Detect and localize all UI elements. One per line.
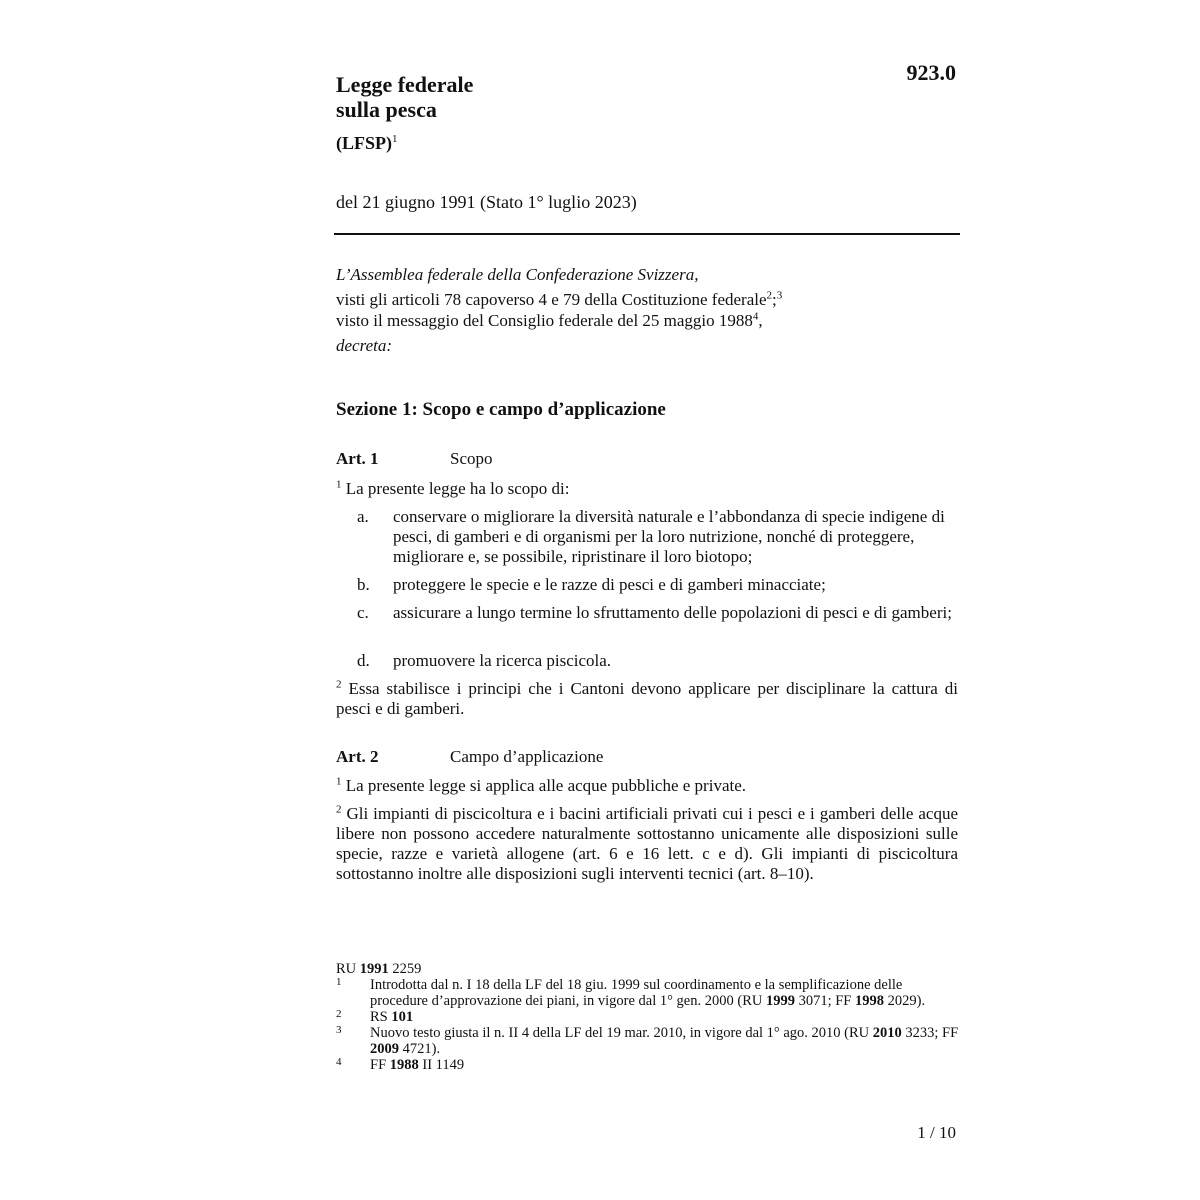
- footnote-ref-1[interactable]: 1: [392, 133, 398, 145]
- header-divider: [334, 233, 960, 235]
- footnote-2: 2 RS 101: [336, 1008, 414, 1025]
- section-1-title: Sezione 1: Scopo e campo d’applicazione: [336, 399, 666, 420]
- page-number: 1 / 10: [917, 1123, 956, 1142]
- title-line-1: Legge federale: [336, 72, 474, 97]
- ru-reference: RU 1991 2259: [336, 961, 422, 977]
- art-1-title: Scopo: [450, 449, 493, 468]
- art-2-title: Campo d’applicazione: [450, 747, 604, 766]
- preamble-decreta: decreta:: [336, 336, 393, 355]
- footnotes: [336, 961, 960, 1073]
- sr-number: 923.0: [906, 60, 956, 85]
- preamble: [336, 264, 782, 356]
- art-1-para-1: $^1$ La presente legge ha lo scopo di:: [336, 478, 570, 498]
- art-2-number: Art. 2: [336, 747, 379, 766]
- preamble-line-3: visto il messaggio del Consiglio federale del 25 maggio 1988$^4$,: [336, 310, 763, 330]
- footnote-ref-2[interactable]: 2: [766, 289, 773, 302]
- art-1-para-2: $^2$ Essa stabilisce i principi che i Cantoni devono applicare per disciplinare la cattura di pesci e di gamberi.: [336, 678, 958, 718]
- art-1-heading: [336, 449, 493, 469]
- date-status: del 21 giugno 1991 (Stato 1° luglio 2023): [336, 192, 637, 212]
- law-abbreviation: (LFSP)$^1$: [336, 133, 398, 153]
- document-page: 923.0 Legge federale sulla pesca (LFSP)$^1$ del 21 giugno 1991 (Stato 1° luglio 2023) L’Assemblea federale della Confederazione Svizzera, visti gli articoli 78 capoverso 4 e 79 della Costituzione federale$^2$;$^3$ visto il messaggio del Consiglio federale del 25 maggio 1988$^4$, decreta: Sezione 1: Scopo e campo d’applicazione Art. 1 Scopo $^1$ La presente legge ha lo scopo di: a. conservare o migliorare la diversità naturale e l’abbondanza di specie indigene di pesci, di gamberi e di organismi per la loro nutrizione, nonché di proteggere, migliorare e, se possibile, ripristinare il loro biotopo; b. proteggere le specie e le razze di pesci e di gamberi minacciate; c. assicurare a lungo termine lo sfruttamento delle popolazioni di pesci e di gamberi; d. promuovere la ricerca piscicola. $^2$ Essa stabilisce i principi che i Cantoni devono applicare per disciplinare la cattura di pesci e di gamberi. Art. 2 Campo d’applicazione $^1$ La presente legge si applica alle acque pubbliche e private. $^2$ Gli impianti di piscicoltura e i bacini artificiali privati cui i pesci e i gamberi delle acque libere non possono accedere naturalmente sottostanno unicamente alle disposizioni sulle specie, razze e varietà allogene (art. 6 e 16 lett. c e d). Gli impianti di piscicoltura sottostanno inoltre alle disposizioni sugli interventi tecnici (art. 8–10). RU 1991 2259 1 Introdotta dal n. I 18 della LF del 18 giu. 1999 sul coordinamento e la semplificazione delle procedure d’approvazione dei piani, in vigore dal 1° gen. 2000 (RU 1999 3071; FF 1998 2029). 2 RS 101 3 Nuovo testo giusta il n. II 4 della LF del 19 mar. 2010, in vigore dal 1° ago. 2010 (RU 2010 3233; FF 2009 4721). 4 FF 1988 II 1149 1 / 10: [336, 60, 959, 1142]
- art-2-para-2: $^2$ Gli impianti di piscicoltura e i bacini artificiali privati cui i pesci e i gamberi delle acque libere non possono accedere naturalmente sottostanno unicamente alle disposizioni sulle specie, razze e varietà allogene (art. 6 e 16 lett. c e d). Gli impianti di piscicoltura sottostanno inoltre alle disposizioni sugli interventi tecnici (art. 8–10).: [336, 803, 958, 883]
- footnote-1: 1 Introdotta dal n. I 18 della LF del 18 giu. 1999 sul coordinamento e la semplificazione delle procedure d’approvazione dei piani, in vigore dal 1° gen. 2000 (RU 1999 3071; FF 1998 2029).: [336, 976, 926, 1009]
- footnote-ref-3[interactable]: 3: [776, 289, 783, 302]
- art-1-number: Art. 1: [336, 449, 379, 468]
- preamble-line-2: visti gli articoli 78 capoverso 4 e 79 della Costituzione federale$^2$;$^3$: [336, 289, 783, 309]
- art-2-para-1: $^1$ La presente legge si applica alle acque pubbliche e private.: [336, 775, 747, 795]
- footnote-ref-4[interactable]: 4: [752, 310, 759, 323]
- art-2-heading: [336, 747, 603, 767]
- law-title: [336, 72, 473, 160]
- footnote-4: 4 FF 1988 II 1149: [336, 1056, 465, 1073]
- preamble-line-1: L’Assemblea federale della Confederazione Svizzera,: [336, 265, 699, 284]
- title-line-2: sulla pesca: [336, 97, 437, 122]
- footnote-3: 3 Nuovo testo giusta il n. II 4 della LF del 19 mar. 2010, in vigore dal 1° ago. 2010 (RU 2010 3233; FF 2009 4721).: [336, 1024, 959, 1057]
